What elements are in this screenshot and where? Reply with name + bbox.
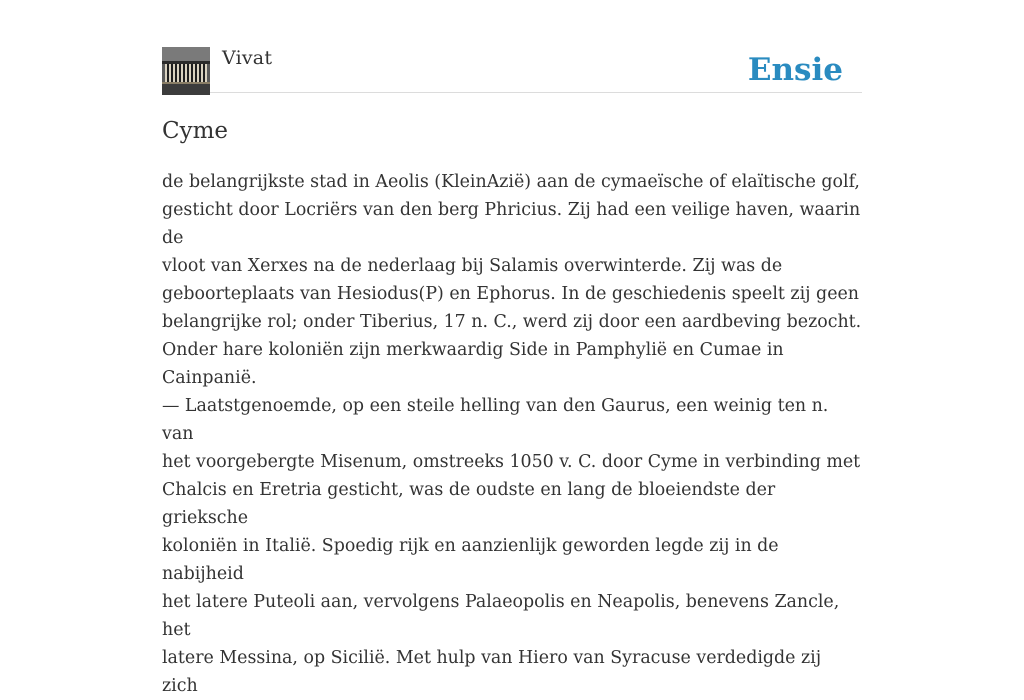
article-header xyxy=(162,46,862,93)
ensie-logo[interactable]: Ensie xyxy=(747,52,843,88)
article-title: Cyme xyxy=(162,118,229,144)
source-name[interactable]: Vivat xyxy=(222,47,273,69)
article-body: de belangrijkste stad in Aeolis (KleinAzië) aan de cymaeïsche of elaïtische golf, gesticht door Locriërs van den berg Phricius. Zij had een veilige haven, waarin de vloot van Xerxes na de nederlaag bij Salamis overwinterde. Zij was de geboorteplaats van Hesiodus(P) en Ephorus. In de geschiedenis speelt zij geen belangrijke rol; onder Tiberius, 17 n. C., werd zij door een aardbeving bezocht. Onder hare koloniën zijn merkwaardig Side in Pamphylië en Cumae in Cainpanië. — Laatstgenoemde, op een steile helling van den Gaurus, een weinig ten n. van het voorgebergte Misenum, omstreeks 1050 v. C. door Cyme in verbinding met Chalcis en Eretria gesticht, was de oudste en lang de bloeiendste der grieksche koloniën in Italië. Spoedig rijk en aanzienlijk geworden legde zij in de nabijheid het latere Puteoli aan, vervolgens Palaeopolis en Neapolis, benevens Zancle, het latere Messina, op Sicilië. Met hulp van Hiero van Syracuse verdedigde zij zich xyxy=(162,172,862,696)
avatar-image xyxy=(162,47,210,95)
book-spines-avatar-icon[interactable] xyxy=(162,47,210,95)
